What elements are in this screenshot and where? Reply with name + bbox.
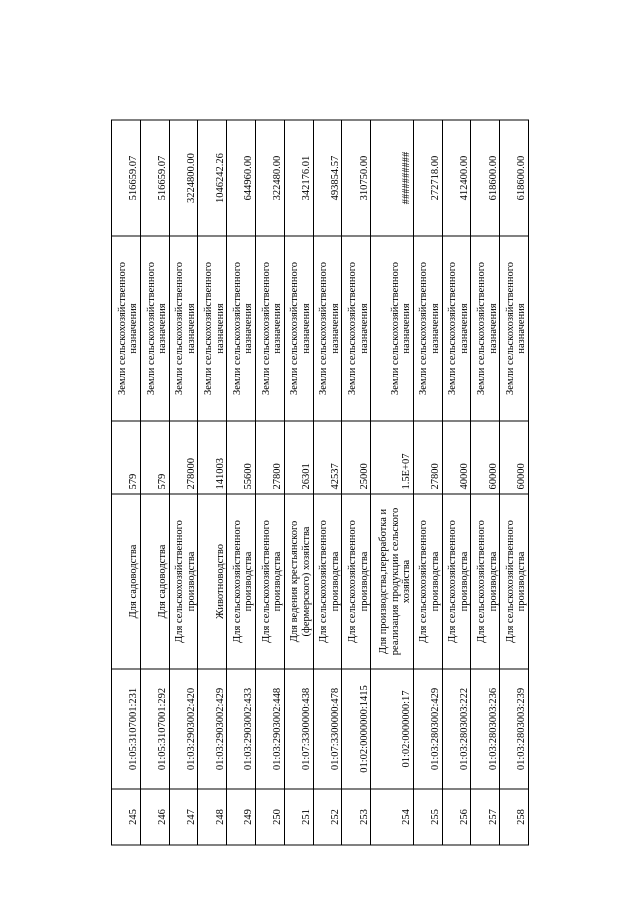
land-category-cell: Земли сельскохозяйственного назначения (500, 236, 529, 421)
table-row (169, 120, 198, 845)
cadastral-number-cell: 01:02:0000000:1415 (342, 669, 371, 789)
table-row (227, 120, 256, 845)
cadastral-number-cell: 01:03:2903002:420 (169, 669, 198, 789)
area-cell: 141003 (198, 421, 227, 494)
cadastral-value-cell: 618600.00 (471, 120, 500, 236)
table-row (371, 120, 414, 845)
area-cell: 27800 (255, 421, 284, 494)
cadastral-value-cell: 1046242.26 (198, 120, 227, 236)
cadastral-number-cell: 01:07:3300000:478 (313, 669, 342, 789)
permitted-use-cell: Для сельскохозяйственного производства (342, 494, 371, 669)
cadastral-number-cell: 01:03:2903002:433 (227, 669, 256, 789)
land-category-cell: Земли сельскохозяйственного назначения (198, 236, 227, 421)
permitted-use-cell: Для ведения крестьянского (фермерского) хозяйства (284, 494, 313, 669)
permitted-use-cell: Для сельскохозяйственного производства (313, 494, 342, 669)
cadastral-value-cell: 618600.00 (500, 120, 529, 236)
area-cell: 42537 (313, 421, 342, 494)
cadastral-number-cell: 01:03:2803003:239 (500, 669, 529, 789)
permitted-use-cell: Для сельскохозяйственного производства (255, 494, 284, 669)
permitted-use-cell: Для сельскохозяйственного производства (471, 494, 500, 669)
cadastral-value-cell: ########## (371, 120, 414, 236)
area-cell: 25000 (342, 421, 371, 494)
permitted-use-cell: Для садоводства (112, 494, 141, 669)
cadastral-value-cell: 412400.00 (442, 120, 471, 236)
cadastral-value-cell: 3224800.00 (169, 120, 198, 236)
row-number-cell: 254 (371, 789, 414, 845)
row-number-cell: 249 (227, 789, 256, 845)
area-cell: 278000 (169, 421, 198, 494)
cadastral-value-cell: 310750.00 (342, 120, 371, 236)
row-number-cell: 253 (342, 789, 371, 845)
land-category-cell: Земли сельскохозяйственного назначения (112, 236, 141, 421)
permitted-use-cell: Для сельскохозяйственного производства (413, 494, 442, 669)
permitted-use-cell: Для сельскохозяйственного производства (442, 494, 471, 669)
cadastral-value-cell: 322480.00 (255, 120, 284, 236)
table-row (342, 120, 371, 845)
cadastral-value-cell: 493854.57 (313, 120, 342, 236)
cadastral-number-cell: 01:03:2803002:429 (413, 669, 442, 789)
cadastral-number-cell: 01:05:3107001:231 (112, 669, 141, 789)
table-row (112, 120, 141, 845)
row-number-cell: 256 (442, 789, 471, 845)
cadastral-number-cell: 01:03:2903002:429 (198, 669, 227, 789)
area-cell: 60000 (500, 421, 529, 494)
table-row (284, 120, 313, 845)
cadastral-value-cell: 342176.01 (284, 120, 313, 236)
land-category-cell: Земли сельскохозяйственного назначения (140, 236, 169, 421)
table-row (313, 120, 342, 845)
row-number-cell: 255 (413, 789, 442, 845)
land-category-cell: Земли сельскохозяйственного назначения (169, 236, 198, 421)
cadastral-number-cell: 01:03:2903002:448 (255, 669, 284, 789)
area-cell: 579 (140, 421, 169, 494)
permitted-use-cell: Животноводство (198, 494, 227, 669)
land-plots-table-rotated (111, 121, 529, 846)
table-row (442, 120, 471, 845)
land-category-cell: Земли сельскохозяйственного назначения (255, 236, 284, 421)
table-row (255, 120, 284, 845)
cadastral-value-cell: 516659.07 (140, 120, 169, 236)
row-number-cell: 252 (313, 789, 342, 845)
row-number-cell: 257 (471, 789, 500, 845)
area-cell: 27800 (413, 421, 442, 494)
cadastral-number-cell: 01:03:2803003:222 (442, 669, 471, 789)
area-cell: 40000 (442, 421, 471, 494)
land-category-cell: Земли сельскохозяйственного назначения (227, 236, 256, 421)
row-number-cell: 245 (112, 789, 141, 845)
area-cell: 60000 (471, 421, 500, 494)
land-plots-table (111, 120, 529, 846)
permitted-use-cell: Для производства,переработка и реализация продукции сельского хозяйства (371, 494, 414, 669)
row-number-cell: 246 (140, 789, 169, 845)
land-category-cell: Земли сельскохозяйственного назначения (442, 236, 471, 421)
row-number-cell: 251 (284, 789, 313, 845)
land-category-cell: Земли сельскохозяйственного назначения (284, 236, 313, 421)
permitted-use-cell: Для садоводства (140, 494, 169, 669)
area-cell: 1.5E+07 (371, 421, 414, 494)
land-category-cell: Земли сельскохозяйственного назначения (371, 236, 414, 421)
area-cell: 579 (112, 421, 141, 494)
table-row (198, 120, 227, 845)
table-row (140, 120, 169, 845)
cadastral-number-cell: 01:03:2803003:236 (471, 669, 500, 789)
area-cell: 26301 (284, 421, 313, 494)
cadastral-value-cell: 272718.00 (413, 120, 442, 236)
land-category-cell: Земли сельскохозяйственного назначения (413, 236, 442, 421)
cadastral-value-cell: 644960.00 (227, 120, 256, 236)
row-number-cell: 247 (169, 789, 198, 845)
permitted-use-cell: Для сельскохозяйственного производства (169, 494, 198, 669)
permitted-use-cell: Для сельскохозяйственного производства (227, 494, 256, 669)
row-number-cell: 248 (198, 789, 227, 845)
cadastral-number-cell: 01:05:3107001:292 (140, 669, 169, 789)
table-row (471, 120, 500, 845)
cadastral-value-cell: 516659.07 (112, 120, 141, 236)
table-row (500, 120, 529, 845)
land-category-cell: Земли сельскохозяйственного назначения (471, 236, 500, 421)
table-row (413, 120, 442, 845)
land-category-cell: Земли сельскохозяйственного назначения (313, 236, 342, 421)
cadastral-number-cell: 01:02:0000000:17 (371, 669, 414, 789)
row-number-cell: 250 (255, 789, 284, 845)
land-category-cell: Земли сельскохозяйственного назначения (342, 236, 371, 421)
area-cell: 55600 (227, 421, 256, 494)
permitted-use-cell: Для сельскохозяйственного производства (500, 494, 529, 669)
cadastral-number-cell: 01:07:3300000:438 (284, 669, 313, 789)
row-number-cell: 258 (500, 789, 529, 845)
